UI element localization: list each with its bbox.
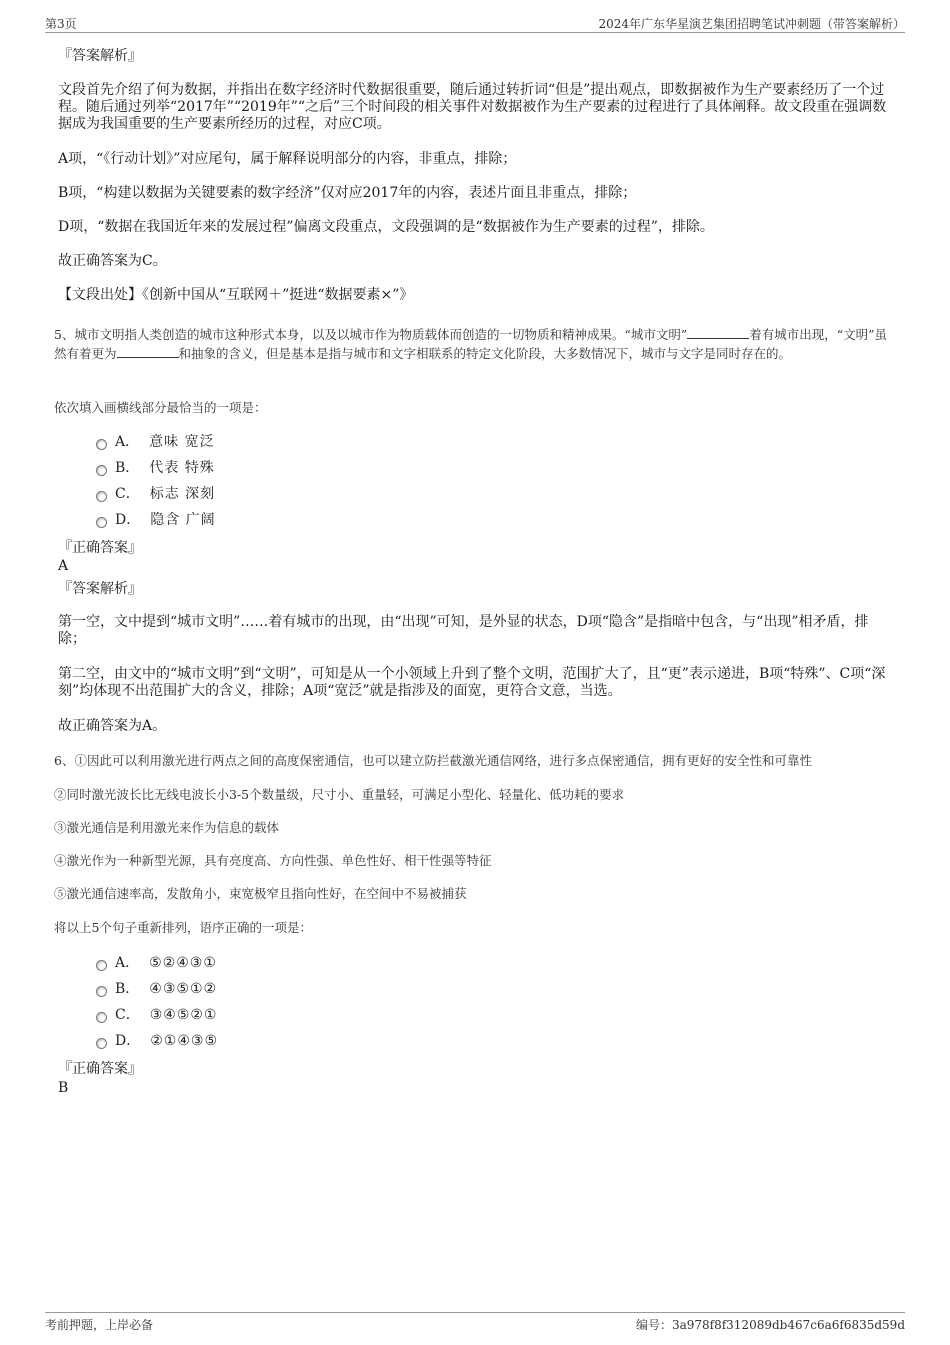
q6-option-d[interactable]: D． ②①④③⑤ — [96, 1032, 218, 1050]
q5-option-c[interactable]: C． 标志 深刻 — [96, 485, 215, 503]
q4-analysis-para-3: B项，“构建以数据为关键要素的数字经济”仅对应2017年的内容，表述片面且非重点，排除； — [58, 185, 637, 201]
q6-sentence-1: 6、①因此可以利用激光进行两点之间的高度保密通信，也可以建立防拦截激光通信网络，进行多点保密通信，拥有更好的安全性和可靠性 — [54, 753, 812, 768]
radio-icon[interactable] — [96, 517, 107, 528]
radio-icon[interactable] — [96, 465, 107, 476]
q6-sentence-3: ③激光通信是利用激光来作为信息的载体 — [54, 820, 280, 835]
q5-option-a[interactable]: A． 意味 宽泛 — [96, 433, 215, 451]
q5-correct-answer: A — [58, 558, 69, 574]
page-number: 第3页 — [45, 17, 77, 31]
q4-analysis-para-1: 文段首先介绍了何为数据，并指出在数字经济时代数据很重要，随后通过转折词“但是”提出观点，即数据被作为生产要素经历了一个过程。随后通过列举“2017年”“2019年”“之后”三个时间段的相关事件对数据被作为生产要素的过程进行了具体阐释。故文段重在强调数据成为我国重要的生产要素所经历的过程，对应C项。 — [58, 82, 887, 132]
q5-analysis-para-2: 第二空，由文中的“城市文明”到“文明”，可知是从一个小领域上升到了整个文明，范围扩大了，且“更”表示递进，B项“特殊”、C项“深刻”均体现不出范围扩大的含义，排除；A项“宽泛”就是指涉及的面宽，更符合文意，当选。 — [58, 666, 886, 699]
page-footer — [45, 1312, 905, 1333]
q6-correct-answer: B — [58, 1080, 69, 1096]
q5-analysis-heading: 『答案解析』 — [58, 581, 142, 597]
radio-icon[interactable] — [96, 1038, 107, 1049]
radio-icon[interactable] — [96, 491, 107, 502]
q4-analysis-para-2: A项，“《行动计划》”对应尾句，属于解释说明部分的内容，非重点，排除； — [58, 151, 517, 167]
q6-sentence-5: ⑤激光通信速率高，发散角小，束宽极窄且指向性好，在空间中不易被捕获 — [54, 886, 467, 901]
q6-option-b[interactable]: B． ④③⑤①② — [96, 980, 217, 998]
q6-prompt: 将以上5个句子重新排列，语序正确的一项是： — [54, 920, 312, 935]
footer-slogan: 考前押题，上岸必备 — [45, 1318, 154, 1332]
q4-analysis-para-4: D项，“数据在我国近年来的发展过程”偏离文段重点，文段强调的是“数据被作为生产要素的过程”，排除。 — [58, 219, 714, 235]
document-title: 2024年广东华星演艺集团招聘笔试冲刺题（带答案解析） — [598, 17, 905, 31]
page-header — [45, 14, 905, 33]
blank-2 — [117, 346, 179, 358]
q6-correct-heading: 『正确答案』 — [58, 1061, 142, 1077]
q4-source: 【文段出处】《创新中国从“互联网＋”挺进“数据要素×”》 — [58, 287, 414, 303]
radio-icon[interactable] — [96, 1012, 107, 1023]
q6-option-a[interactable]: A． ⑤②④③① — [96, 954, 217, 972]
blank-1 — [687, 327, 749, 339]
q6-sentence-2: ②同时激光波长比无线电波长小3-5个数量级，尺寸小、重量轻，可满足小型化、轻量化、低功耗的要求 — [54, 787, 625, 802]
q5-analysis-para-1: 第一空，文中提到“城市文明”……着有城市的出现，由“出现”可知，是外显的状态，D项“隐含”是指暗中包含，与“出现”相矛盾，排除； — [58, 614, 869, 647]
q6-option-c[interactable]: C． ③④⑤②① — [96, 1006, 217, 1024]
radio-icon[interactable] — [96, 960, 107, 971]
q5-correct-heading: 『正确答案』 — [58, 540, 142, 556]
document-code: 编号：3a978f8f312089db467c6a6f6835d59d — [635, 1318, 905, 1332]
q5-analysis-conclusion: 故正确答案为A。 — [58, 718, 167, 734]
q5-option-d[interactable]: D． 隐含 广阔 — [96, 511, 216, 529]
q5-prompt: 依次填入画横线部分最恰当的一项是： — [54, 400, 267, 415]
q6-sentence-4: ④激光作为一种新型光源，具有亮度高、方向性强、单色性好、相干性强等特征 — [54, 853, 492, 868]
radio-icon[interactable] — [96, 986, 107, 997]
q4-analysis-heading: 『答案解析』 — [58, 48, 142, 64]
q4-analysis-conclusion: 故正确答案为C。 — [58, 253, 167, 269]
q5-stem: 5、城市文明指人类创造的城市这种形式本身，以及以城市作为物质载体而创造的一切物质和精神成果。“城市文明” 着有城市出现，“文明”虽然有着更为 和抽象的含义，但是基本是指与城市和文字相联系的特定文化阶段，大多数情况下，城市与文字是同时存在的。 — [54, 327, 888, 361]
q5-option-b[interactable]: B． 代表 特殊 — [96, 459, 215, 477]
radio-icon[interactable] — [96, 439, 107, 450]
